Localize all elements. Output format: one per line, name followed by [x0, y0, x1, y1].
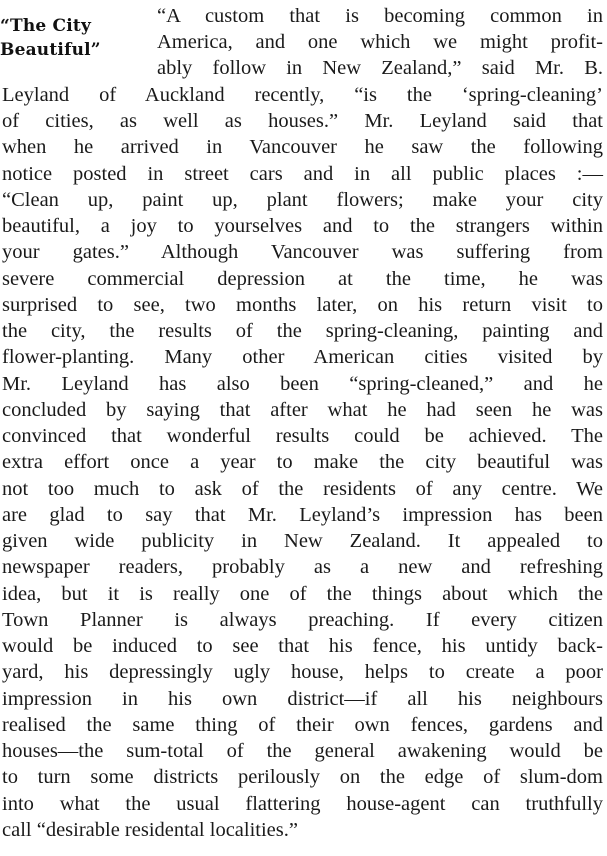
body-line: notice posted in street cars and in all public places :—: [2, 162, 603, 185]
body-line: the city, the results of the spring-cleaning, painting and: [2, 320, 603, 342]
body-line: concluded by saying that after what he had seen he was: [2, 398, 603, 421]
body-line: extra effort once a year to make the city beautiful was: [2, 451, 603, 474]
body-line: America, and one which we might profit-: [157, 31, 603, 53]
body-line: flower-planting. Many other American cities visited by: [2, 346, 603, 369]
body-line: “A custom that is becoming common in: [157, 5, 603, 27]
body-line: would be induced to see that his fence, his untidy back-: [2, 635, 603, 657]
body-line: given wide publicity in New Zealand. It appealed to: [2, 530, 603, 552]
body-line: “Clean up, paint up, plant flowers; make your city: [2, 188, 603, 211]
body-line: into what the usual flattering house-agent can truthfully: [2, 792, 603, 815]
body-line: of cities, as well as houses.” Mr. Leyland said that: [2, 110, 603, 132]
body-line: convinced that wonderful results could be achieved. The: [2, 425, 603, 447]
body-line: impression in his own district—if all his neighbours: [2, 687, 603, 710]
body-line: severe commercial depression at the time, he was: [2, 267, 603, 290]
body-line: ably follow in New Zealand,” said Mr. B.: [157, 57, 603, 79]
body-line: to turn some districts perilously on the edge of slum-dom: [2, 766, 603, 789]
body-line: Mr. Leyland has also been “spring-cleaned,” and he: [2, 372, 603, 395]
body-line: call “desirable residental localities.”: [2, 818, 298, 841]
body-line: yard, his depressingly ugly house, helps to create a poor: [2, 661, 603, 684]
body-line: idea, but it is really one of the things about which the: [2, 582, 603, 605]
body-line: houses—the sum-total of the general awakening would be: [2, 740, 603, 762]
body-line: your gates.” Although Vancouver was suffering from: [2, 241, 603, 264]
body-line: Town Planner is always preaching. If every citizen: [2, 608, 603, 631]
body-line: newspaper readers, probably as a new and refreshing: [2, 556, 603, 579]
body-line: are glad to say that Mr. Leyland’s impression has been: [2, 503, 603, 526]
body-line: Leyland of Auckland recently, “is the ‘spring-cleaning’: [2, 83, 603, 106]
body-line: when he arrived in Vancouver he saw the following: [2, 136, 603, 159]
body-line: not too much to ask of the residents of any centre. We: [2, 477, 603, 500]
article-heading: [0, 14, 150, 62]
heading-line: Beautiful”: [0, 40, 101, 60]
body-line: realised the same thing of their own fences, gardens and: [2, 713, 603, 736]
heading-line: “The City: [0, 16, 92, 36]
body-line: beautiful, a joy to yourselves and to the strangers within: [2, 215, 603, 237]
body-line: surprised to see, two months later, on his return visit to: [2, 293, 603, 316]
